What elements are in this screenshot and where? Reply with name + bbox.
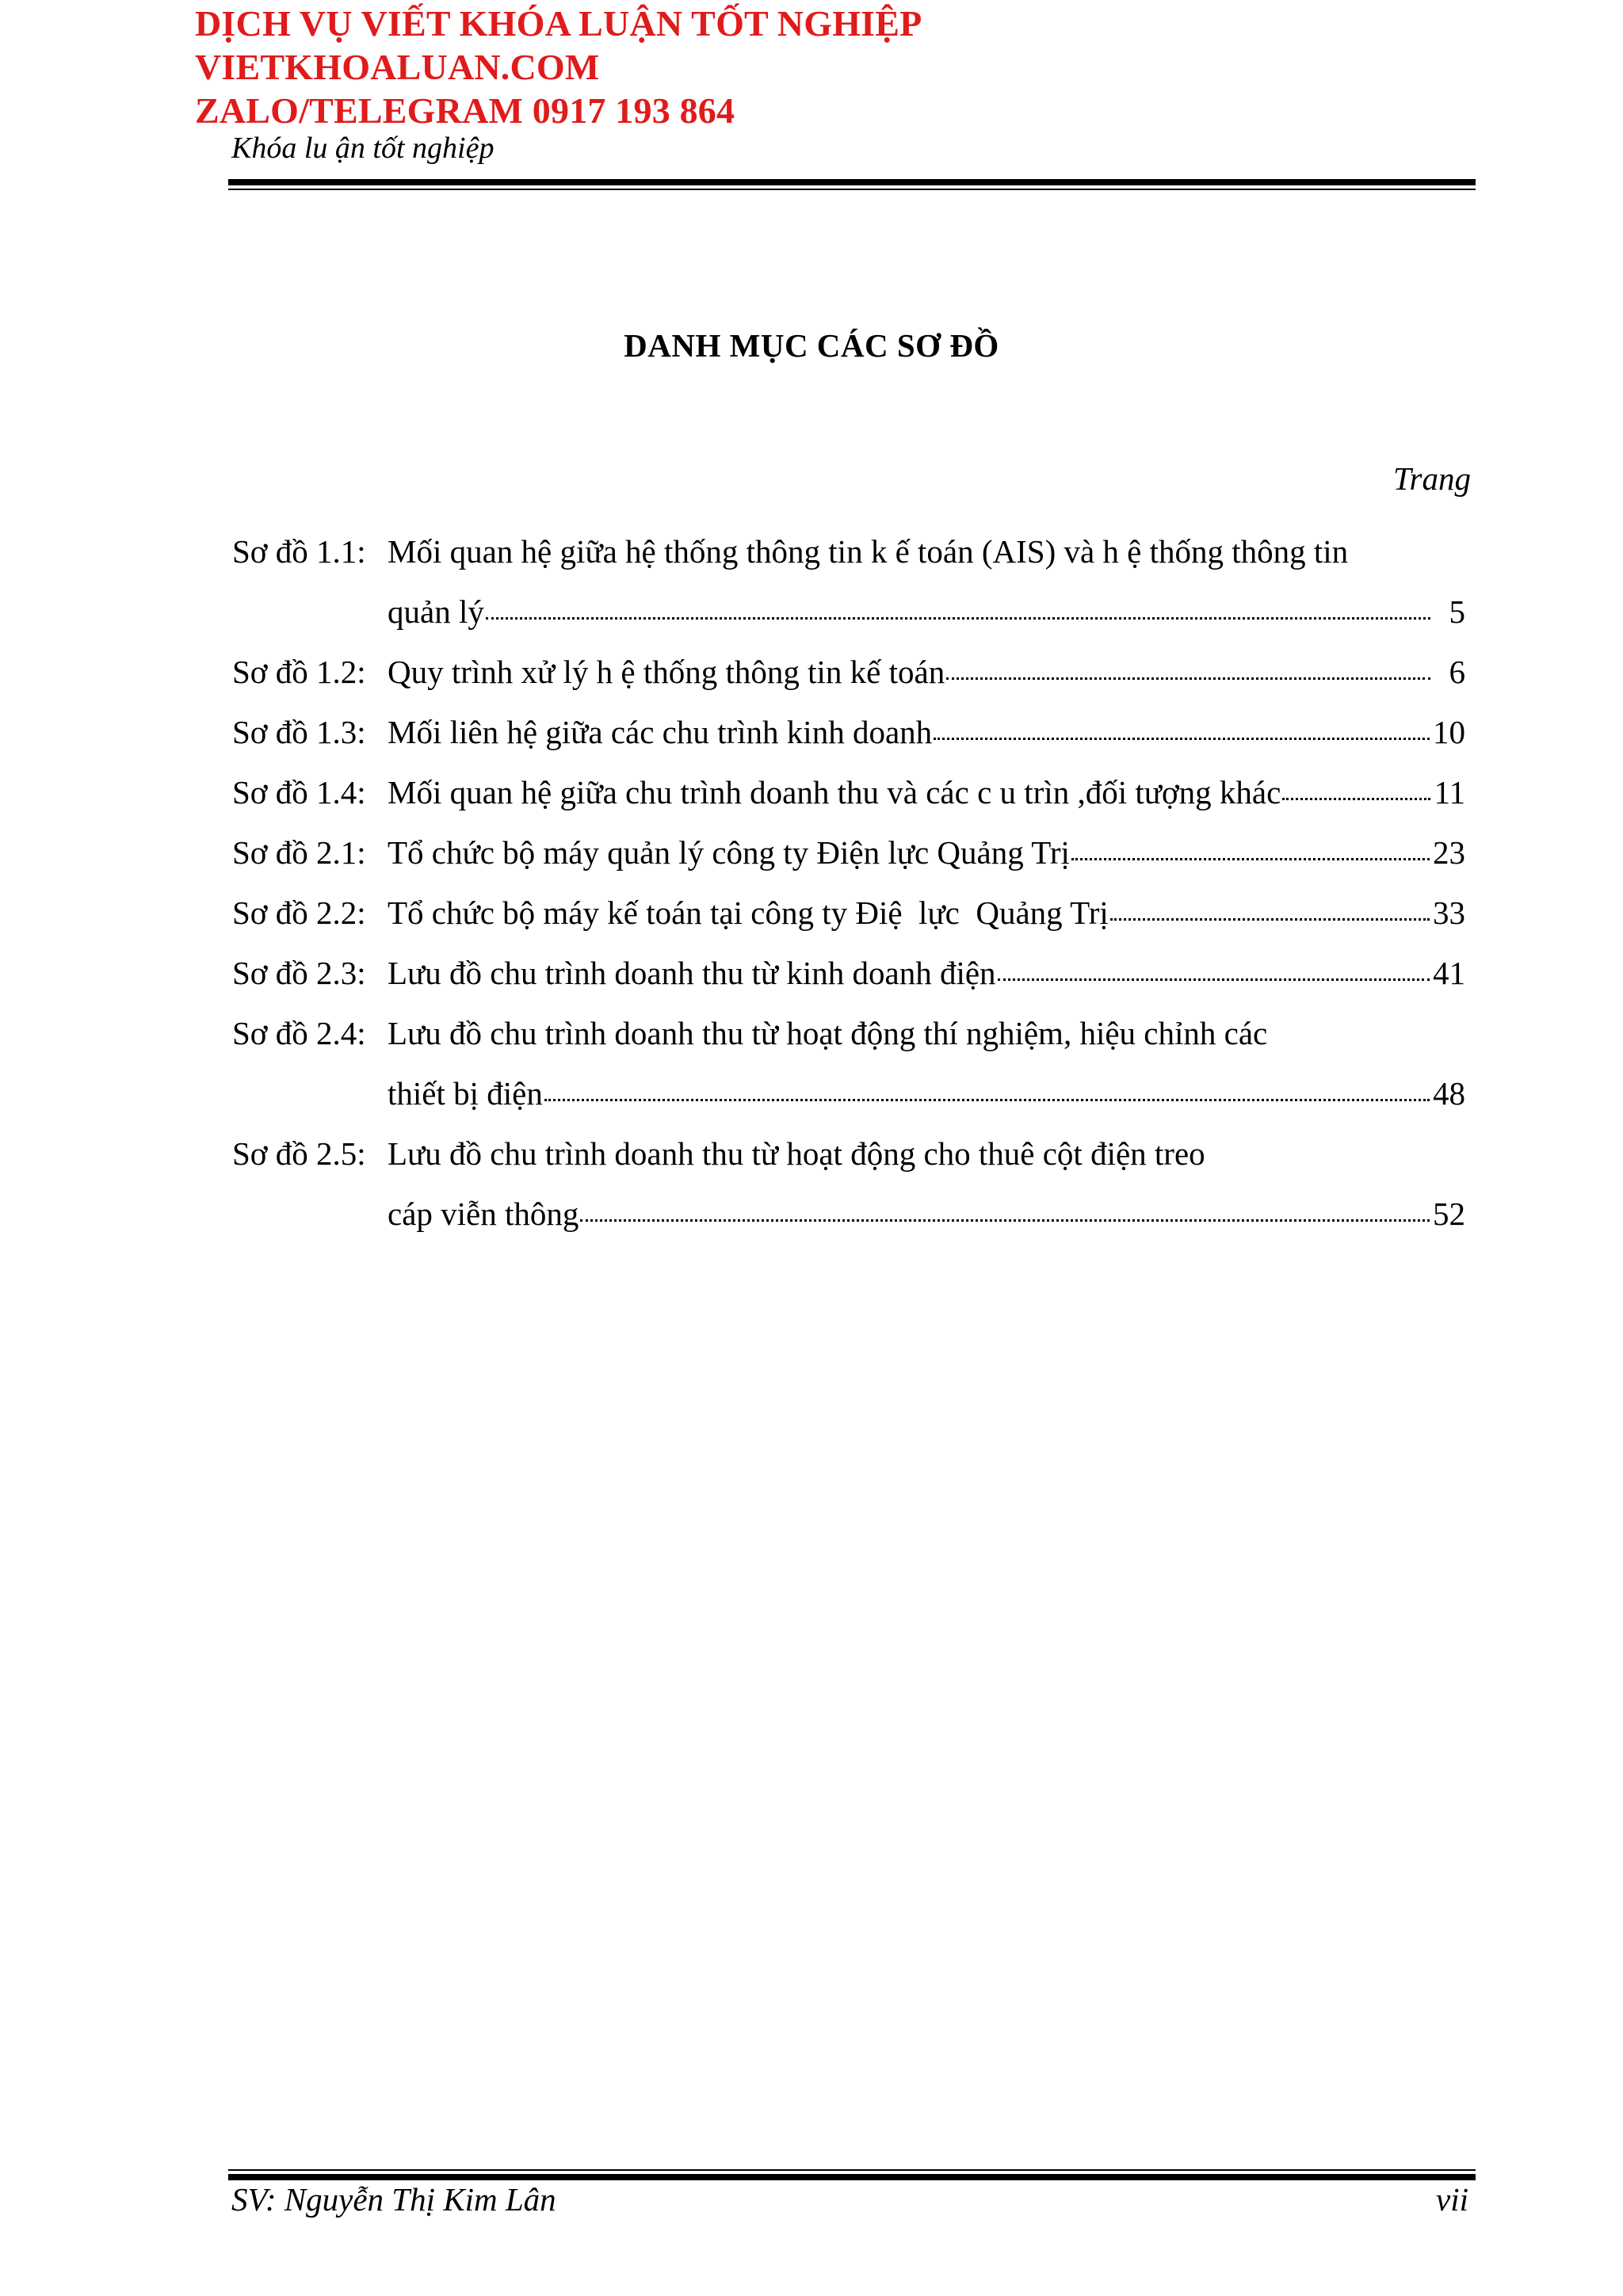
entry-page: 11 xyxy=(1434,774,1465,810)
entry-text: Tổ chức bộ máy quản lý công ty Điện lực Quảng Trị xyxy=(388,834,1070,871)
diagram-list xyxy=(232,532,1465,1255)
list-item xyxy=(232,713,1465,773)
banner-line-contact: ZALO/TELEGRAM 0917 193 864 xyxy=(195,90,735,131)
entry-page: 48 xyxy=(1433,1075,1465,1112)
entry-page: 6 xyxy=(1449,654,1465,690)
entry-text: Lưu đồ chu trình doanh thu từ hoạt động cho thuê cột điện treo xyxy=(388,1135,1205,1172)
footer-page-number: vii xyxy=(1436,2181,1468,2218)
list-item-continuation xyxy=(232,1195,1465,1255)
entry-label: Sơ đồ 1.2: xyxy=(232,654,366,690)
header-rule-thin xyxy=(228,189,1476,190)
entry-page: 10 xyxy=(1433,714,1465,750)
watermark-banner xyxy=(195,2,922,132)
entry-text: Mối liên hệ giữa các chu trình kinh doanh xyxy=(388,714,933,750)
list-item xyxy=(232,894,1465,954)
footer-author: SV: Nguyễn Thị Kim Lân xyxy=(231,2181,556,2218)
entry-page: 23 xyxy=(1433,834,1465,871)
page-title: DANH MỤC CÁC SƠ ĐỒ xyxy=(624,327,999,364)
banner-line-website: VIETKHOALUAN.COM xyxy=(195,47,600,87)
entry-text: Quy trình xử lý h ệ thống thông tin kế toán xyxy=(388,654,945,690)
list-item xyxy=(232,1014,1465,1074)
dot-leader xyxy=(580,1219,1430,1222)
dot-leader xyxy=(1110,917,1430,921)
list-item xyxy=(232,532,1465,593)
entry-page: 52 xyxy=(1433,1196,1465,1232)
entry-text: thiết bị điện xyxy=(388,1075,543,1112)
dot-leader xyxy=(998,978,1430,981)
entry-label: Sơ đồ 2.2: xyxy=(232,894,366,931)
header-rule-thick xyxy=(228,179,1476,185)
list-item xyxy=(232,1135,1465,1195)
page-column-label: Trang xyxy=(1393,460,1471,497)
entry-label: Sơ đồ 2.3: xyxy=(232,955,366,991)
entry-label: Sơ đồ 1.1: xyxy=(232,533,366,570)
entry-label: Sơ đồ 1.4: xyxy=(232,774,366,810)
header-note: Khóa lu ận tốt nghiệp xyxy=(231,132,495,165)
footer-rule-thin xyxy=(228,2169,1476,2171)
dot-leader xyxy=(934,737,1430,740)
list-item xyxy=(232,773,1465,833)
entry-label: Sơ đồ 2.4: xyxy=(232,1015,366,1051)
list-item-continuation xyxy=(232,593,1465,653)
entry-text: quản lý xyxy=(388,593,484,630)
entry-label: Sơ đồ 1.3: xyxy=(232,714,366,750)
entry-page: 5 xyxy=(1449,593,1465,630)
entry-page: 41 xyxy=(1433,955,1465,991)
dot-leader xyxy=(486,616,1430,620)
list-item xyxy=(232,954,1465,1014)
entry-text: Tổ chức bộ máy kế toán tại công ty Điệ lực Quảng Trị xyxy=(388,894,1109,931)
list-item-continuation xyxy=(232,1074,1465,1135)
entry-text: Mối quan hệ giữa hệ thống thông tin k ế toán (AIS) và h ệ thống thông tin xyxy=(388,533,1349,570)
entry-text: Lưu đồ chu trình doanh thu từ hoạt động thí nghiệm, hiệu chỉnh các xyxy=(388,1015,1268,1051)
list-item xyxy=(232,833,1465,894)
entry-text: Mối quan hệ giữa chu trình doanh thu và các c u trìn ,đối tượng khác xyxy=(388,774,1281,810)
list-item xyxy=(232,653,1465,713)
entry-label: Sơ đồ 2.5: xyxy=(232,1135,366,1172)
banner-line-service: DỊCH VỤ VIẾT KHÓA LUẬN TỐT NGHIỆP xyxy=(195,3,922,44)
entry-text: Lưu đồ chu trình doanh thu từ kinh doanh điện xyxy=(388,955,996,991)
entry-text: cáp viễn thông xyxy=(388,1196,579,1232)
dot-leader xyxy=(544,1098,1430,1101)
footer-rule-thick xyxy=(228,2174,1476,2180)
entry-page: 33 xyxy=(1433,894,1465,931)
dot-leader xyxy=(1071,857,1430,860)
dot-leader xyxy=(946,677,1430,680)
dot-leader xyxy=(1282,797,1430,800)
entry-label: Sơ đồ 2.1: xyxy=(232,834,366,871)
